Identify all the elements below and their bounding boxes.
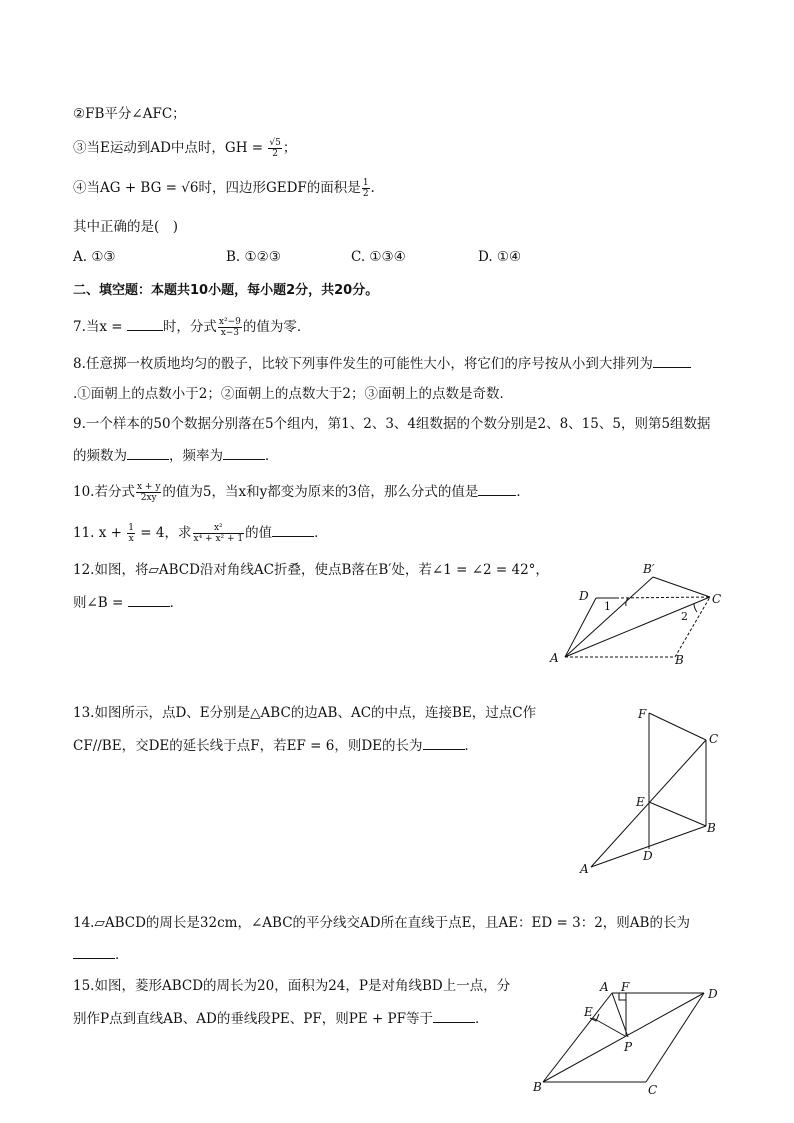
option-a: A. ①③	[73, 249, 116, 265]
question-15-line-1: 15.如图，菱形ABCD的周长为20，面积为24，P是对角线BD上一点，分	[73, 978, 511, 994]
which-correct: 其中正确的是( )	[73, 219, 179, 235]
label-E: E	[636, 795, 645, 809]
label-D: D	[579, 589, 589, 603]
question-8-line-2: .①面朝上的点数小于2；②面朝上的点数大于2；③面朝上的点数是奇数．	[73, 386, 513, 402]
label-D: D	[708, 987, 718, 1001]
figure-13	[570, 700, 730, 880]
question-12-line-2: 则∠B = ．	[73, 592, 183, 613]
label-F: F	[621, 980, 630, 994]
fraction: $\frac{x + y}{2xy}$	[136, 482, 161, 503]
question-13-line-2: CF//BE，交DE的延长线于点F，若EF = 6，则DE的长为 ．	[73, 735, 478, 756]
question-14-line-2: ．	[73, 944, 129, 965]
label-B: B	[707, 821, 716, 835]
answer-blank	[127, 316, 163, 331]
label-A: A	[580, 862, 589, 876]
figure-12	[540, 556, 740, 671]
label-C: C	[709, 732, 719, 746]
one-half: $\frac{1}{2}$	[362, 178, 369, 199]
statement-3: ③当E运动到AD中点时，GH = $\frac{√5}{2}$ ；	[73, 138, 297, 159]
label-A: A	[600, 980, 609, 994]
label-E: E	[584, 1005, 593, 1019]
answer-blank	[272, 522, 314, 537]
option-d: D. ①④	[478, 249, 522, 265]
label-B-prime: B′	[643, 562, 655, 576]
label-D: D	[643, 849, 653, 863]
label-B: B	[675, 653, 684, 667]
label-A: A	[550, 651, 559, 665]
fraction: $\frac{\text{x²−9}}{x-3}$	[218, 317, 241, 338]
fraction: $\frac{1}{x}$	[128, 523, 135, 544]
fraction: $\frac{\text{x²}}{\text{x⁴ + x² + 1}}$	[193, 523, 244, 544]
question-8-line-1: 8.任意掷一枚质地均匀的骰子，比较下列事件发生的可能性大小，将它们的序号按从小到大排列为	[73, 353, 691, 374]
label-F: F	[638, 707, 647, 721]
statement-4: ④当AG + BG = √6时，四边形GEDF的面积是 $\frac{1}{2}$ .	[73, 178, 375, 199]
question-14-line-1: 14.▱ABCD的周长是32cm，∠ABC的平分线交AD所在直线于点E，且AE：ED = 3：2，则AB的长为	[73, 915, 690, 931]
angle-1: 1	[604, 600, 611, 613]
answer-blank	[127, 445, 169, 460]
option-c: C. ①③④	[351, 249, 406, 265]
section-heading: 二、填空题：本题共10小题，每小题2分，共20分。	[73, 283, 379, 298]
answer-blank	[73, 944, 115, 959]
question-11: 11. x + $\frac{1}{x}$ = 4，求 $\frac{\text{x²}}{\text{x⁴ + x² + 1}}$ 的值 ．	[73, 523, 328, 544]
statement-3-text: ③当E运动到AD中点时，GH =	[73, 140, 268, 156]
angle-2: 2	[681, 610, 688, 623]
question-9-line-1: 9.一个样本的50个数据分别落在5个组内，第1、2、3、4组数据的个数分别是2、8、15、5，则第5组数据	[73, 416, 711, 432]
answer-blank	[223, 445, 265, 460]
label-B: B	[533, 1080, 542, 1094]
sqrt5-over-2: $\frac{√5}{2}$	[269, 138, 281, 159]
label-C: C	[648, 1083, 658, 1095]
statement-4-text: ④当AG + BG = √6时，四边形GEDF的面积是	[73, 180, 361, 196]
question-10: 10.若分式 $\frac{x + y}{2xy}$ 的值为5，当x和y都变为原来的3倍，那么分式的值是 ．	[73, 482, 530, 503]
question-13-line-1: 13.如图所示，点D、E分别是△ABC的边AB、AC的中点，连接BE，过点C作	[73, 705, 537, 721]
answer-blank	[128, 592, 170, 607]
question-9-line-2: 的频数为 ，频率为 ．	[73, 445, 279, 466]
answer-blank	[653, 353, 691, 368]
label-P: P	[624, 1040, 633, 1054]
question-12-line-1: 12.如图，将▱ABCD沿对角线AC折叠，使点B落在B′处，若∠1 = ∠2 = 42°，	[73, 562, 549, 578]
answer-blank	[478, 481, 516, 496]
question-7: 7.当x = 时，分式 $\frac{\text{x²−9}}{x-3}$ 的值为零．	[73, 317, 311, 338]
label-C: C	[712, 592, 722, 606]
option-b: B. ①②③	[226, 249, 281, 265]
answer-blank	[423, 735, 465, 750]
answer-blank	[433, 1008, 475, 1023]
question-15-line-2: 别作P点到直线AB、AD的垂线段PE、PF，则PE + PF等于 ．	[73, 1008, 489, 1029]
figure-15	[525, 975, 735, 1095]
statement-2: ②FB平分∠AFC；	[73, 106, 186, 122]
